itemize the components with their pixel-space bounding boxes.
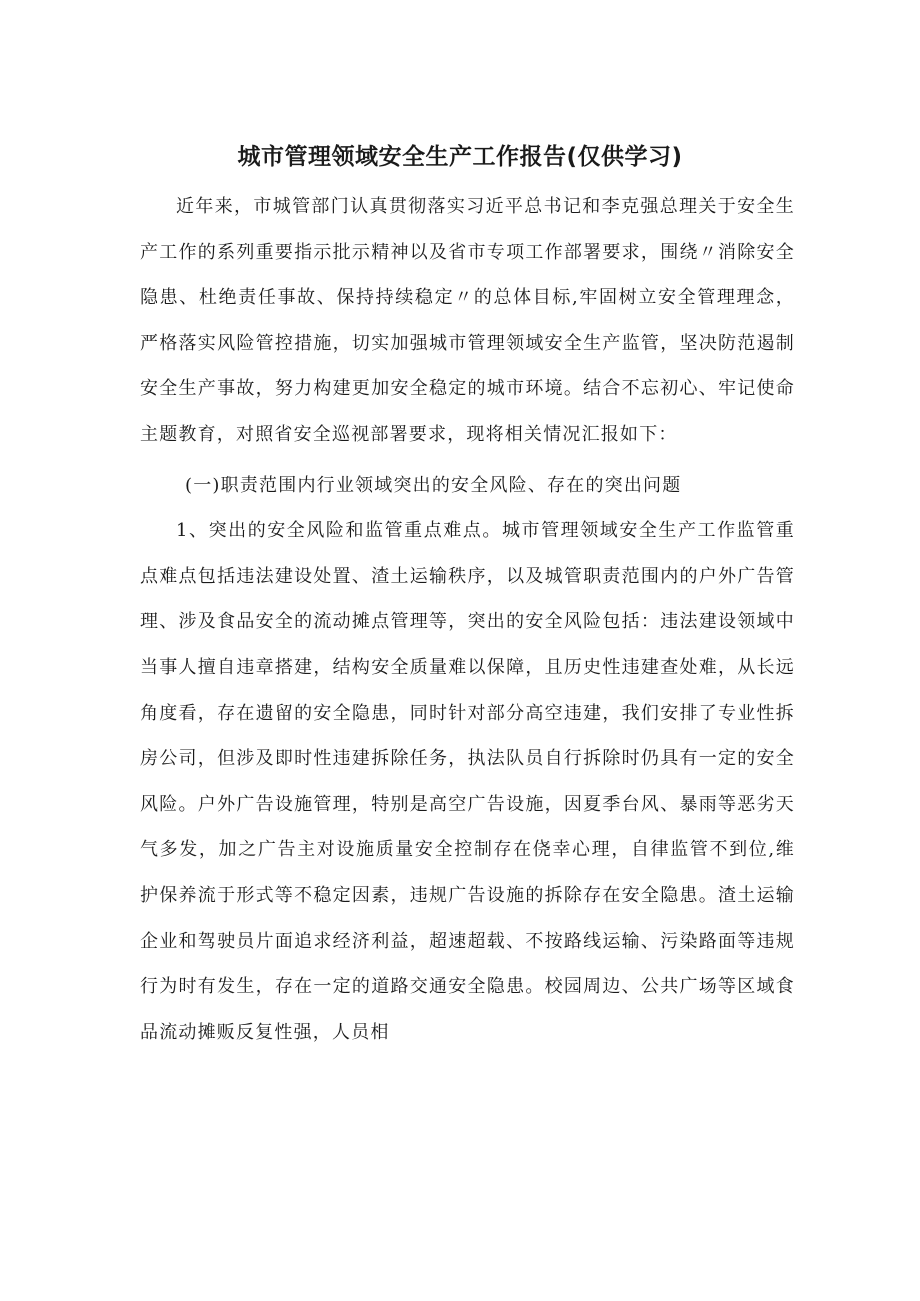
document-body <box>140 184 795 1055</box>
document-title: 城市管理领域安全生产工作报告(仅供学习) <box>237 144 683 170</box>
section-heading-risks: (一)职责范围内行业领域突出的安全风险、存在的突出问题 <box>185 474 682 496</box>
paragraph-intro: 近年来，市城管部门认真贯彻落实习近平总书记和李克强总理关于安全生产工作的系列重要指示批示精神以及省市专项工作部署要求，围绕〃消除安全隐患、杜绝责任事故、保持持续稳定〃的总体目标,牢固树立安全管理理念，严格落实风险管控措施，切实加强城市管理领域安全生产监管，坚决防范遏制安全生产事故，努力构建更加安全稳定的城市环境。结合不忘初心、牢记使命主题教育，对照省安全巡视部署要求，现将相关情况汇报如下： <box>140 196 795 445</box>
paragraph-risks: 1、突出的安全风险和监管重点难点。城市管理领域安全生产工作监管重点难点包括违法建设处置、渣土运输秩序，以及城管职责范围内的户外广告管理、涉及食品安全的流动摊点管理等，突出的安全风险包括：违法建设领域中当事人擅自违章搭建，结构安全质量难以保障，且历史性违建查处难，从长远角度看，存在遗留的安全隐患，同时针对部分高空违建，我们安排了专业性拆房公司，但涉及即时性违建拆除任务，执法队员自行拆除时仍具有一定的安全风险。户外广告设施管理，特别是高空广告设施，因夏季台风、暴雨等恶劣天气多发，加之广告主对设施质量安全控制存在侥幸心理，自律监管不到位,维护保养流于形式等不稳定因素，违规广告设施的拆除存在安全隐患。渣土运输企业和驾驶员片面追求经济利益，超速超载、不按路线运输、污染路面等违规行为时有发生，存在一定的道路交通安全隐患。校园周边、公共广场等区域食品流动摊贩反复性强，人员相 <box>140 520 795 1043</box>
